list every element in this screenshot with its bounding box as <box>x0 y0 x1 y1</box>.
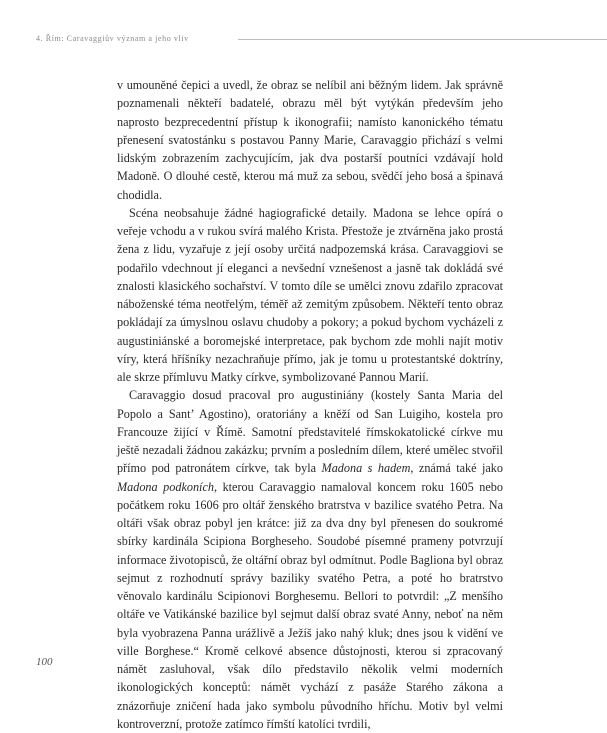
artwork-title: Madona podkoních <box>117 479 214 494</box>
paragraph-text: , kterou Caravaggio namaloval koncem roku 1605 nebo počátkem roku 1606 pro oltář ženského bratrstva v bazilice svatého Petra. Na oltáři však obraz pobyl jen krátce: již za dva dny byl přenesen do soukromé sbírky kardinála Scipiona Borgheseho. Soudobé písemné prameny potvrzují informace životopisců, že oltářní obraz byl odmítnut. Podle Bagliona byl obraz sejmut z rozhodnutí správy baziliky svatého Petra, a poté ho bratrstvo věnovalo kardinálu Scipionovi Borghesemu. Bellori to potvrdil: „Z menšího oltáře ve Vatikánské bazilice byl sejmut další obraz svaté Anny, neboť na něm byla vyobrazena Panna urážlivě a Ježíš jako nahý kluk; dnes jsou k vidění ve ville Borghese.“ Kromě celkové absence důstojnosti, kterou si zpracovaný námět zasluhoval, však dílo představilo několik velmi moderních ikonologických konceptů: námět vychází z pasáže Starého zákona a znázorňuje zničení hada jako symbolu původního hříchu. Motiv byl velmi kontroverzní, protože zatímco římští katolíci tvrdili, <box>117 479 503 731</box>
artwork-title: Madona s hadem <box>321 461 411 476</box>
paragraph <box>117 204 503 387</box>
body-text <box>117 76 503 733</box>
running-head <box>0 34 607 46</box>
paragraph <box>117 76 503 204</box>
paragraph-text: , známá také jako <box>410 461 503 476</box>
paragraph <box>117 386 503 733</box>
paragraph-text: Caravaggio dosud pracoval pro augustiniány (kostely Santa Maria del Popolo a Sant’ Agostino), oratoriány a kněží od San Luigiho, kostela pro Francouze žijící v Římě. Samotní představitelé římskokatolické církve mu ještě nezadali žádnou zakázku; prvním a posledním dílem, které umělec stvořil přímo pod patronátem církve, tak byla <box>117 388 503 476</box>
page-number: 100 <box>36 656 53 668</box>
running-head-rule <box>238 39 607 40</box>
running-head-label: 4. Řím: Caravaggiův význam a jeho vliv <box>36 34 189 43</box>
paragraph-text: Scéna neobsahuje žádné hagiografické detaily. Madona se lehce opírá o veřeje vchodu a v rukou svírá malého Krista. Přestože je ztvárněna jako prostá žena z lidu, vyzařuje z její osoby určitá nadpozemská krása. Caravaggiovi se podařilo vdechnout jí eleganci a nevšední vznešenost a jasně tak dokládá své znalosti klasického sochařství. V tomto díle se umělci znovu zdařilo zpracovat náboženské téma neotřelým, téměř až zemitým způsobem. Někteří tento obraz pokládají za úmyslnou oslavu chudoby a pokory; a pokud bychom vycházeli z augustiniánské a boromejské interpretace, pak bychom zde mohli najít motiv víry, která hříšníky nezachraňuje přímo, jak je tomu u protestantské doktríny, ale skrze přímluvu Matky církve, symbolizované Pannou Marií. <box>117 205 503 384</box>
paragraph-text: v umouněné čepici a uvedl, že obraz se nelíbil ani běžným lidem. Jak správně poznamenali někteří badatelé, obrazu měl být vytýkán především jeho naprosto bezprecedentní přístup k ikonografii; namísto kanonického tématu přenesení svatostánku s postavou Panny Marie, Caravaggio přichází s velmi lidským zobrazením zachycujícím, jak dva postarší poutníci vzdávají hold Madoně. O dlouhé cestě, kterou má muž za sebou, svědčí jeho bosá a špinavá chodidla. <box>117 78 503 202</box>
